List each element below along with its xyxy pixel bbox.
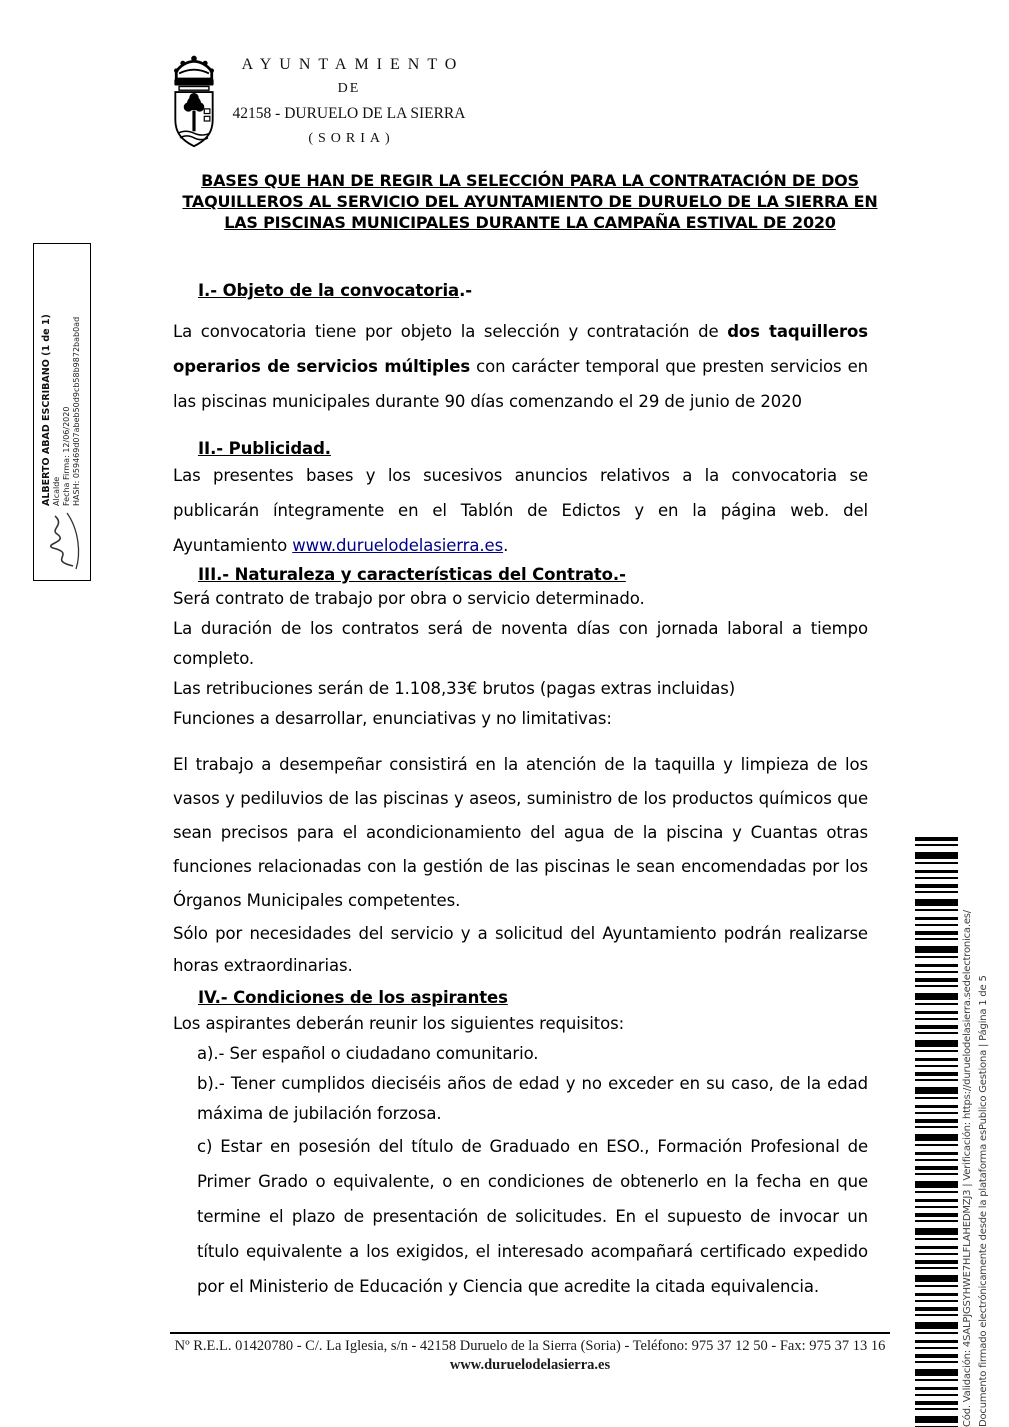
requirement-c: c) Estar en posesión del título de Graduado en ESO., Formación Profesional de Primer Grado o equivalente, o en condiciones de obtenerlo en la fecha en que termine el plazo de presentación de solicitudes. En el supuesto de invocar un título equivalente a los exigidos, el interesado acompañará certificado expedido por el Ministerio de Educación y Ciencia que acredite la citada equivalencia. xyxy=(197,1137,868,1296)
section-2-heading xyxy=(198,439,868,458)
section-2-paragraph xyxy=(173,458,868,563)
section-4-heading xyxy=(198,988,868,1007)
section-2-heading-text: II.- Publicidad. xyxy=(198,439,331,458)
handwritten-signature-icon xyxy=(41,510,81,572)
verification-strip xyxy=(960,837,1008,1427)
signature-hash: HASH: 059469d07abeb50d9cb58b9872bab0ad xyxy=(71,316,81,506)
org-de: DE xyxy=(337,81,361,96)
section-1-heading-text: I.- Objeto de la convocatoria xyxy=(198,281,460,300)
org-name: AYUNTAMIENTO xyxy=(241,56,465,73)
coat-of-arms-icon xyxy=(166,50,222,150)
document-body xyxy=(173,275,868,1304)
footer-website: www.duruelodelasierra.es xyxy=(449,1357,611,1373)
section-2-text-post: . xyxy=(503,536,509,555)
page-footer xyxy=(170,1332,890,1374)
signature-stamp-rotated xyxy=(34,244,88,578)
org-header xyxy=(224,56,474,147)
verification-text-rotated xyxy=(960,837,1008,1427)
org-province: (SORIA) xyxy=(308,131,395,146)
section-3-line-4: Funciones a desarrollar, enunciativas y no limitativas: xyxy=(173,709,612,728)
org-town: 42158 - DURUELO DE LA SIERRA xyxy=(232,105,466,122)
section-3-line-1: Será contrato de trabajo por obra o servicio determinado. xyxy=(173,589,645,608)
section-3-paragraph-2: Sólo por necesidades del servicio y a solicitud del Ayuntamiento podrán realizarse horas extraordinarias. xyxy=(173,924,868,975)
section-1-paragraph xyxy=(173,314,868,419)
section-1-heading-suffix: .- xyxy=(459,281,472,300)
section-3-heading xyxy=(198,565,868,584)
signer-info xyxy=(41,244,82,506)
signer-name: ALBERTO ABAD ESCRIBANO (1 de 1) xyxy=(40,314,52,506)
website-link[interactable]: www.duruelodelasierra.es xyxy=(292,536,504,555)
section-3-heading-text: III.- Naturaleza y características del Contrato.- xyxy=(198,565,626,584)
section-2-text-pre: Las presentes bases y los sucesivos anuncios relativos a la convocatoria se publicarán íntegramente en el Tablón de Edictos y en la página web. del Ayuntamiento xyxy=(173,466,868,555)
section-4-heading-text: IV.- Condiciones de los aspirantes xyxy=(198,988,508,1007)
section-1-text-pre: La convocatoria tiene por objeto la selección y contratación de xyxy=(173,322,728,341)
section-3-paragraph-1: El trabajo a desempeñar consistirá en la atención de la taquilla y limpieza de los vasos y pediluvios de las piscinas y aseos, suministro de los productos químicos que sean precisos para el acondicionamiento del agua de la piscina y Cuantas otras funciones relacionadas con la gestión de las piscinas le sean encomendadas por los Órganos Municipales competentes. xyxy=(173,755,868,910)
section-1-text-post: con carácter temporal que presten servicios en las piscinas municipales durante 90 días comenzando el 29 de junio de 2020 xyxy=(173,357,869,411)
gestiona-platform-line: Documento firmado electrónicamente desde la plataforma esPublico Gestiona | Página 1 de 5 xyxy=(978,975,989,1427)
section-4-intro: Los aspirantes deberán reunir los siguientes requisitos: xyxy=(173,1014,625,1033)
requirement-a: a).- Ser español o ciudadano comunitario. xyxy=(197,1044,539,1063)
section-3-line-3: Las retribuciones serán de 1.108,33€ brutos (pagas extras incluidas) xyxy=(173,679,736,698)
signature-date: Fecha Firma: 12/06/2020 xyxy=(61,406,71,506)
section-1-heading xyxy=(198,281,868,300)
requirement-b: b).- Tener cumplidos dieciséis años de edad y no exceder en su caso, de la edad máxima de jubilación forzosa. xyxy=(197,1074,868,1123)
document-title: BASES QUE HAN DE REGIR LA SELECCIÓN PARA LA CONTRATACIÓN DE DOS TAQUILLEROS AL SERVICIO DEL AYUNTAMIENTO DE DURUELO DE LA SIERRA EN LAS PISCINAS MUNICIPALES DURANTE LA CAMPAÑA ESTIVAL DE 2020 xyxy=(182,171,878,232)
section-3-line-2: La duración de los contratos será de noventa días con jornada laboral a tiempo completo. xyxy=(173,619,868,668)
section-1-text-bold: dos taquilleros operarios de servicios múltiples xyxy=(173,322,868,376)
signer-role: Alcalde xyxy=(51,476,61,506)
validation-code-line: Cód. Validación: 4SALPJGSYHWE7HLFLAHEDMZJ3 | Verificación: https://duruelodelasierra.sedelectronica.es/ xyxy=(962,910,973,1427)
footer-contact-line: Nº R.E.L. 01420780 - C/. La Iglesia, s/n - 42158 Duruelo de la Sierra (Soria) - Teléfono: 975 37 12 50 - Fax: 975 37 13 16 xyxy=(174,1338,886,1354)
barcode xyxy=(915,837,958,1427)
signature-stamp-box xyxy=(33,243,91,581)
